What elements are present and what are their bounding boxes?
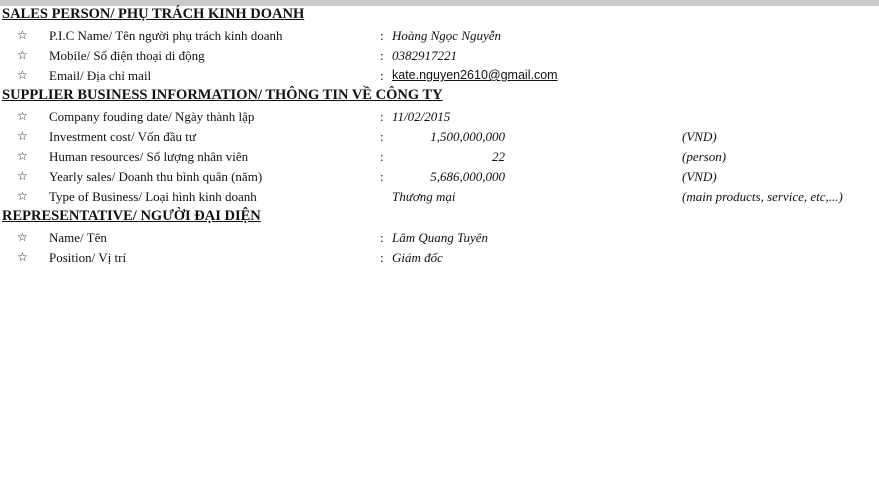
colon: : [380, 68, 384, 83]
supplier-info-heading: SUPPLIER BUSINESS INFORMATION/ THÔNG TIN VỀ CÔNG TY [2, 87, 443, 103]
sales-person-heading: SALES PERSON/ PHỤ TRÁCH KINH DOANH [2, 6, 305, 22]
sales-row-pic-name [0, 28, 879, 48]
star-icon: ☆ [17, 189, 28, 203]
supplier-row-yearly-sales [0, 169, 879, 189]
unit-label: (main products, service, etc,...) [682, 189, 843, 204]
representative-heading: REPRESENTATIVE/ NGƯỜI ĐẠI DIỆN [2, 208, 261, 224]
field-label: Email/ Địa chỉ mail [49, 68, 152, 83]
supplier-row-human-resources [0, 149, 879, 169]
colon: : [380, 149, 384, 164]
sales-row-email [0, 68, 879, 88]
yearly-sales-value: 5,686,000,000 [430, 169, 505, 184]
business-type-value: Thương mại [392, 189, 456, 204]
employees-value: 22 [492, 149, 505, 164]
star-icon: ☆ [17, 149, 28, 163]
field-label: Name/ Tên [49, 230, 107, 245]
colon: : [380, 48, 384, 63]
field-label: Position/ Vị trí [49, 250, 127, 265]
colon: : [380, 250, 384, 265]
founding-date-value: 11/02/2015 [392, 109, 451, 124]
field-label: P.I.C Name/ Tên người phụ trách kinh doanh [49, 28, 283, 43]
field-label: Yearly sales/ Doanh thu bình quân (năm) [49, 169, 263, 184]
colon: : [380, 109, 384, 124]
unit-label: (VND) [682, 169, 717, 184]
star-icon: ☆ [17, 129, 28, 143]
rep-row-position [0, 250, 879, 270]
rep-position-value: Giám đốc [392, 250, 443, 265]
field-label: Company fouding date/ Ngày thành lập [49, 109, 255, 124]
star-icon: ☆ [17, 230, 28, 244]
colon: : [380, 169, 384, 184]
colon: : [380, 28, 384, 43]
unit-label: (person) [682, 149, 727, 164]
rep-row-name [0, 230, 879, 250]
colon: : [380, 230, 384, 245]
unit-label: (VND) [682, 129, 717, 144]
pic-name-value: Hoàng Ngọc Nguyễn [392, 28, 502, 43]
colon: : [380, 129, 384, 144]
field-label: Human resources/ Số lượng nhân viên [49, 149, 249, 164]
field-label: Mobile/ Số điện thoại di động [49, 48, 205, 63]
supplier-row-investment [0, 129, 879, 149]
rep-name-value: Lâm Quang Tuyên [392, 230, 489, 245]
investment-value: 1,500,000,000 [430, 129, 505, 144]
supplier-row-business-type [0, 189, 879, 209]
sales-row-mobile [0, 48, 879, 68]
star-icon: ☆ [17, 169, 28, 183]
star-icon: ☆ [17, 250, 28, 264]
field-label: Investment cost/ Vốn đầu tư [49, 129, 196, 144]
star-icon: ☆ [17, 68, 28, 82]
star-icon: ☆ [17, 109, 28, 123]
star-icon: ☆ [17, 28, 28, 42]
supplier-row-founding-date [0, 109, 879, 129]
field-label: Type of Business/ Loại hình kinh doanh [49, 189, 257, 204]
email-link[interactable]: kate.nguyen2610@gmail.com [392, 68, 558, 82]
star-icon: ☆ [17, 48, 28, 62]
mobile-value: 0382917221 [392, 48, 457, 63]
